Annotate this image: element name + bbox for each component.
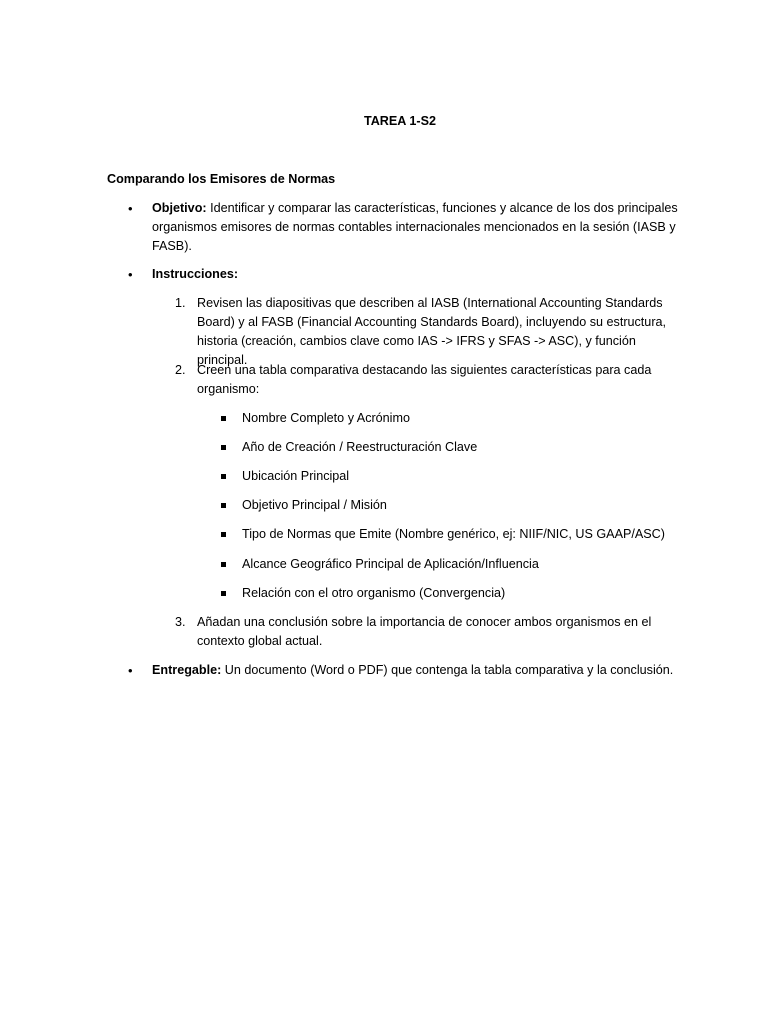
square-bullet-icon	[221, 474, 226, 479]
feature-item	[107, 409, 687, 428]
feature-text: Relación con el otro organismo (Convergencia)	[242, 586, 506, 600]
step-1	[107, 294, 687, 370]
objetivo-item	[107, 199, 687, 256]
feature-item	[107, 496, 687, 515]
entregable-item	[107, 661, 687, 680]
square-bullet-icon	[221, 416, 226, 421]
feature-text: Tipo de Normas que Emite (Nombre genérico, ej: NIIF/NIC, US GAAP/ASC)	[242, 527, 665, 541]
square-bullet-icon	[221, 503, 226, 508]
square-bullet-icon	[221, 445, 226, 450]
step-3	[107, 613, 687, 651]
bullet-icon: •	[128, 663, 133, 678]
square-bullet-icon	[221, 591, 226, 596]
feature-text: Objetivo Principal / Misión	[242, 498, 387, 512]
instrucciones-label: Instrucciones:	[152, 267, 239, 281]
step-number: 1.	[175, 296, 186, 310]
bullet-icon: •	[128, 267, 133, 282]
feature-text: Año de Creación / Reestructuración Clave	[242, 440, 478, 454]
step-text: Añadan una conclusión sobre la importancia de conocer ambos organismos en el contexto global actual.	[197, 615, 652, 648]
instrucciones-item	[107, 265, 687, 284]
square-bullet-icon	[221, 562, 226, 567]
bullet-icon: •	[128, 201, 133, 216]
step-2	[107, 361, 687, 399]
step-number: 2.	[175, 363, 186, 377]
step-text: Revisen las diapositivas que describen al IASB (International Accounting Standards Board) y al FASB (Financial Accounting Standards Board), incluyendo su estructura, historia (creación, cambios clave como IAS -> IFRS y SFAS -> ASC), y función principal.	[197, 296, 667, 367]
feature-item	[107, 525, 687, 544]
feature-item	[107, 467, 687, 486]
entregable-text: Un documento (Word o PDF) que contenga la tabla comparativa y la conclusión.	[221, 663, 674, 677]
feature-item	[107, 438, 687, 457]
feature-text: Ubicación Principal	[242, 469, 350, 483]
entregable-label: Entregable:	[152, 663, 222, 677]
section-heading: Comparando los Emisores de Normas	[107, 172, 336, 186]
feature-text: Nombre Completo y Acrónimo	[242, 411, 410, 425]
step-text: Creen una tabla comparativa destacando las siguientes características para cada organismo:	[197, 363, 652, 396]
feature-item	[107, 584, 687, 603]
objetivo-text: Identificar y comparar las características, funciones y alcance de los dos principales organismos emisores de normas contables internacionales mencionados en la sesión (IASB y FASB).	[152, 201, 678, 253]
document-title: TAREA 1-S2	[363, 114, 437, 128]
objetivo-label: Objetivo:	[152, 201, 207, 215]
feature-item	[107, 555, 687, 574]
step-number: 3.	[175, 615, 186, 629]
square-bullet-icon	[221, 532, 226, 537]
feature-text: Alcance Geográfico Principal de Aplicación/Influencia	[242, 557, 539, 571]
